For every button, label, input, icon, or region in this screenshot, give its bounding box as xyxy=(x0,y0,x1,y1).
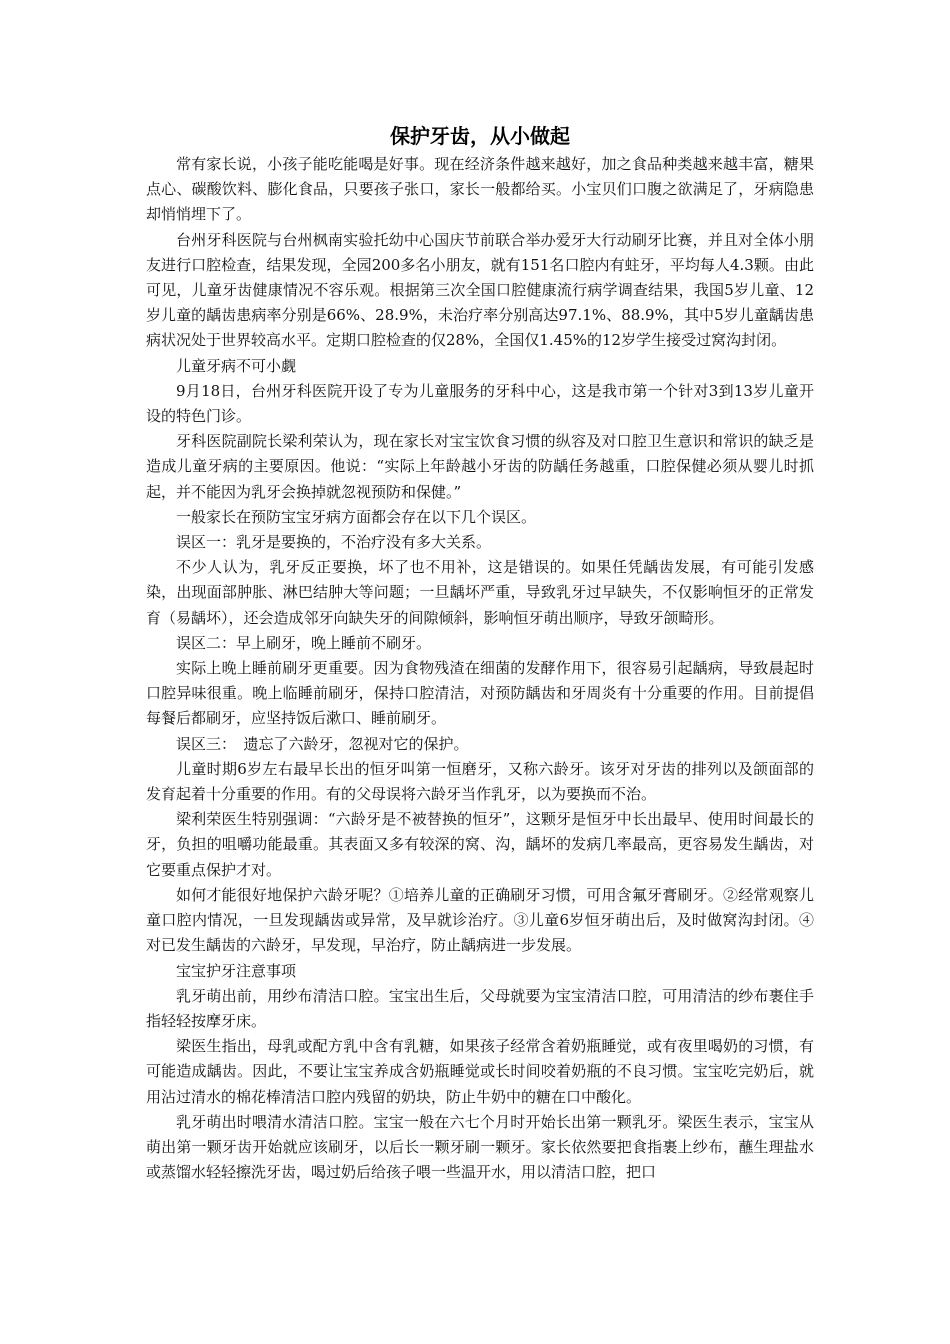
article-title: 保护牙齿，从小做起 xyxy=(390,124,570,148)
misconception-three-body: 儿童时期6岁左右最早长出的恒牙叫第一恒磨牙，又称六龄牙。该牙对牙齿的排列以及颌面部的发育起着十分重要的作用。有的父母误将六龄牙当作乳牙，以为要换而不治。 xyxy=(146,759,814,804)
misconception-two-heading: 误区二：早上刷牙，晚上睡前不刷牙。 xyxy=(176,633,432,652)
paragraph-before-eruption: 乳牙萌出前，用纱布清洁口腔。宝宝出生后，父母就要为宝宝清洁口腔，可用清洁的纱布裹住手指轻轻按摩牙床。 xyxy=(146,986,814,1030)
paragraph-protection-tips: 如何才能很好地保护六龄牙呢？①培养儿童的正确刷牙习惯，可用含氟牙膏刷牙。②经常观察儿童口腔内情况，一旦发现龋齿或异常，及早就诊治疗。③儿童6岁恒牙萌出后，及时做窝沟封闭。④对已发生龋齿的六龄牙，早发现，早治疗，防止龋病进一步发展。 xyxy=(146,885,814,955)
paragraph-eruption-cleaning: 乳牙萌出时喂清水清洁口腔。宝宝一般在六七个月时开始长出第一颗乳牙。梁医生表示，宝宝从萌出第一颗牙齿开始就应该刷牙，以后长一颗牙刷一颗牙。家长依然要把食指裹上纱布，蘸生理盐水或蒸馏水轻轻擦洗牙齿，喝过奶后给孩子喂一些温开水，用以清洁口腔，把口 xyxy=(146,1112,814,1182)
misconception-one-body: 不少人认为，乳牙反正要换，坏了也不用补，这是错误的。如果任凭龋齿发展，有可能引发感染，出现面部肿胀、淋巴结肿大等问题；一旦龋坏严重，导致乳牙过早缺失，不仅影响恒牙的正常发育（易龋坏），还会造成邻牙向缺失牙的间隙倾斜，影响恒牙萌出顺序，导致牙颌畸形。 xyxy=(146,558,814,627)
paragraph-misconceptions-intro: 一般家长在预防宝宝牙病方面都会存在以下几个误区。 xyxy=(176,507,537,526)
paragraph-vice-president-quote: 牙科医院副院长梁利荣认为，现在家长对宝宝饮食习惯的纵容及对口腔卫生意识和常识的缺乏是造成儿童牙病的主要原因。他说：“实际上年龄越小牙齿的防龋任务越重，口腔保健必须从婴儿时抓起，并不能因为乳牙会换掉就忽视预防和保健。” xyxy=(146,432,814,501)
section-heading-dental-disease: 儿童牙病不可小觑 xyxy=(176,356,297,375)
misconception-two-body: 实际上晚上睡前刷牙更重要。因为食物残渣在细菌的发酵作用下，很容易引起龋病，导致晨起时口腔异味很重。晚上临睡前刷牙，保持口腔清洁，对预防龋齿和牙周炎有十分重要的作用。目前提倡每餐后都刷牙，应坚持饭后漱口、睡前刷牙。 xyxy=(146,659,814,728)
misconception-three-heading: 误区三： 遗忘了六龄牙，忽视对它的保护。 xyxy=(176,734,469,753)
paragraph-six-year-molar: 梁利荣医生特别强调：“六龄牙是不被替换的恒牙”，这颗牙是恒牙中长出最早、使用时间最长的牙，负担的咀嚼功能最重。其表面又多有较深的窝、沟，龋坏的发病几率最高，更容易发生龋齿，对它要重点保护才对。 xyxy=(146,810,814,879)
misconception-one-heading: 误区一：乳牙是要换的，不治疗没有多大关系。 xyxy=(176,533,492,552)
paragraph-clinic-opening: 9月18日，台州牙科医院开设了专为儿童服务的牙科中心，这是我市第一个针对3到13岁儿童开设的特色门诊。 xyxy=(146,381,814,426)
paragraph-survey: 台州牙科医院与台州枫南实验托幼中心国庆节前联合举办爱牙大行动刷牙比赛，并且对全体小朋友进行口腔检查，结果发现，全园200多名小朋友，就有151名口腔内有蛀牙，平均每人4.3颗。由此可见，儿童牙齿健康情况不容乐观。根据第三次全国口腔健康流行病学调查结果，我国5岁儿童、12岁儿童的龋齿患病率分别是66%、28.9%，未治疗率分别高达97.1%、88.9%，其中5岁儿童龋齿患病状况处于世界较高水平。定期口腔检查的仅28%，全国仅1.45%的12岁学生接受过窝沟封闭。 xyxy=(146,230,814,350)
article-body xyxy=(146,120,814,1185)
paragraph-intro: 常有家长说，小孩子能吃能喝是好事。现在经济条件越来越好，加之食品种类越来越丰富，糖果点心、碳酸饮料、膨化食品，只要孩子张口，家长一般都给买。小宝贝们口腹之欲满足了，牙病隐患却悄悄埋下了。 xyxy=(146,155,814,224)
section-heading-baby-care: 宝宝护牙注意事项 xyxy=(176,961,297,980)
paragraph-milk-lactose: 梁医生指出，母乳或配方乳中含有乳糖，如果孩子经常含着奶瓶睡觉，或有夜里喝奶的习惯，有可能造成龋齿。因此，不要让宝宝养成含奶瓶睡觉或长时间咬着奶瓶的不良习惯。宝宝吃完奶后，就用沾过清水的棉花棒清洁口腔内残留的奶块，防止牛奶中的糖在口中酸化。 xyxy=(146,1037,814,1106)
